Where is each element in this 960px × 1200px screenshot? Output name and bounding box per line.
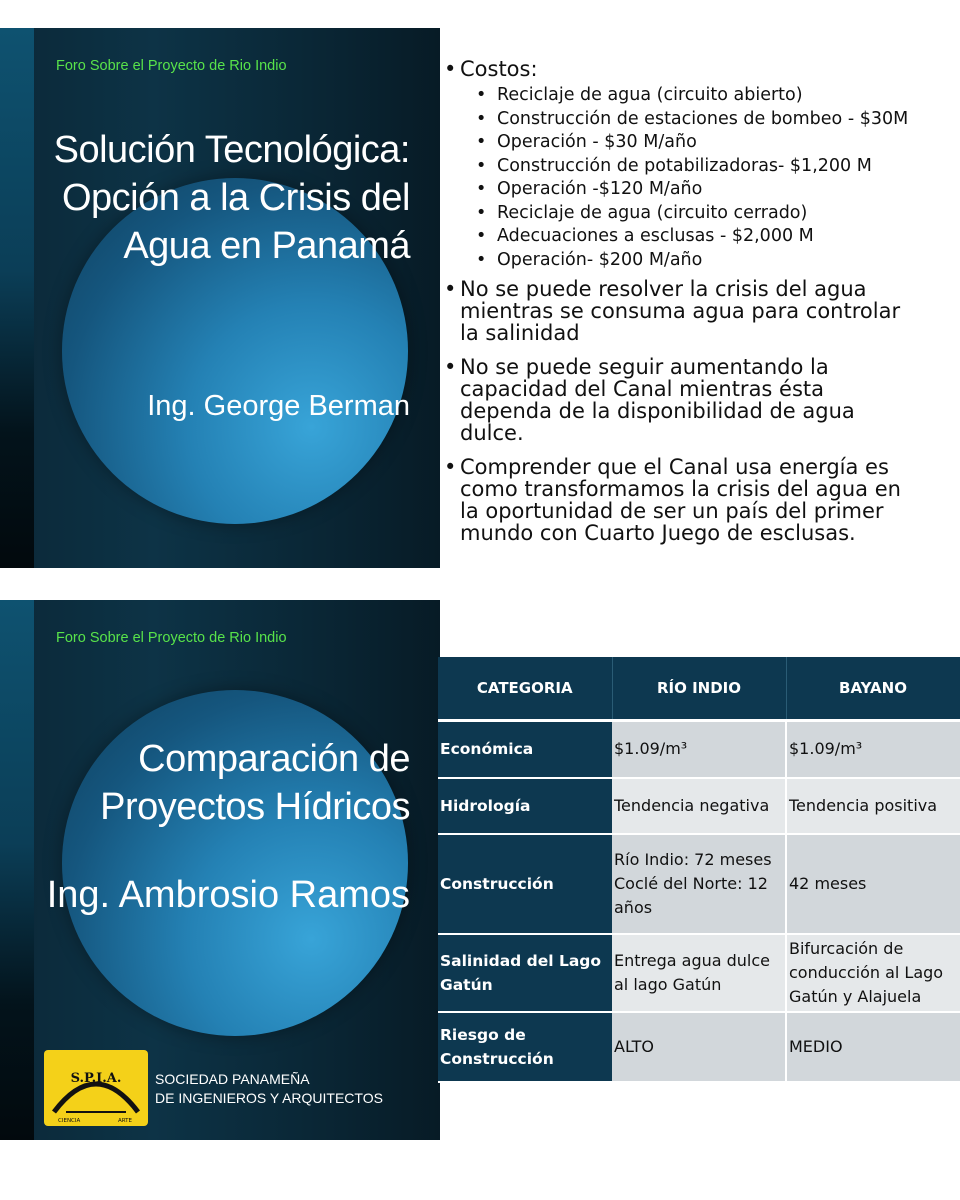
category-cell: Construcción bbox=[438, 834, 612, 934]
svg-text:ARTE: ARTE bbox=[118, 1118, 133, 1124]
slide-solucion-tecnologica bbox=[0, 28, 440, 568]
list-item: • Reciclaje de agua (circuito cerrado) bbox=[476, 202, 808, 223]
list-item: • Construcción de potabilizadoras- $1,200 M bbox=[476, 155, 872, 176]
slide-title-line: Opción a la Crisis del bbox=[61, 177, 410, 219]
column-header: BAYANO bbox=[786, 657, 960, 721]
category-cell: Hidrología bbox=[438, 778, 612, 834]
list-item: • Reciclaje de agua (circuito abierto) bbox=[476, 85, 803, 105]
column-header: CATEGORIA bbox=[438, 657, 612, 721]
bullet-salinidad: • No se puede resolver la crisis del agua mientras se consuma agua para controlar la salinidad bbox=[444, 277, 901, 345]
bayano-cell: $1.09/m³ bbox=[786, 721, 960, 778]
slide-title-line: Agua en Panamá bbox=[123, 225, 410, 267]
forum-header: Foro Sobre el Proyecto de Rio Indio bbox=[56, 58, 287, 74]
bullet-text: Costos: bbox=[460, 57, 538, 81]
rio-indio-cell: Río Indio: 72 meses Coclé del Norte: 12 años bbox=[612, 834, 786, 934]
slide-author: Ing. Ambrosio Ramos bbox=[46, 874, 410, 916]
slide-title-line: Solución Tecnológica: bbox=[53, 129, 410, 171]
category-cell: Riesgo de Construcción bbox=[438, 1012, 612, 1082]
list-item: • Operación- $200 M/año bbox=[476, 249, 703, 270]
bayano-cell: 42 meses bbox=[786, 834, 960, 934]
bullet-dot: • bbox=[444, 57, 457, 81]
slide-author: Ing. George Berman bbox=[147, 390, 410, 422]
column-header: RÍO INDIO bbox=[612, 657, 786, 721]
rio-indio-cell: ALTO bbox=[612, 1012, 786, 1082]
bayano-cell: Bifurcación de conducción al Lago Gatún y Alajuela bbox=[786, 934, 960, 1012]
bayano-cell: MEDIO bbox=[786, 1012, 960, 1082]
costos-sublist bbox=[476, 84, 954, 272]
arch-icon bbox=[44, 1050, 148, 1126]
spia-logo bbox=[44, 1050, 148, 1126]
slide-side-band bbox=[0, 28, 34, 568]
list-item: • Adecuaciones a esclusas - $2,000 M bbox=[476, 226, 814, 246]
slide-comparacion bbox=[0, 600, 440, 1140]
organization-name: SOCIEDAD PANAMEÑA DE INGENIEROS Y ARQUITECTOS bbox=[155, 1071, 383, 1106]
bullet-list bbox=[444, 58, 954, 556]
comparison-table bbox=[438, 657, 960, 1083]
rio-indio-cell: $1.09/m³ bbox=[612, 721, 786, 778]
bullet-costos bbox=[444, 58, 954, 80]
slide-side-band bbox=[0, 600, 34, 1140]
list-item: • Operación - $30 M/año bbox=[476, 132, 697, 152]
category-cell: Económica bbox=[438, 721, 612, 778]
table-row bbox=[438, 834, 960, 934]
slide-title bbox=[100, 735, 410, 831]
table-row bbox=[438, 778, 960, 834]
svg-text:CIENCIA: CIENCIA bbox=[58, 1118, 81, 1124]
table-row bbox=[438, 721, 960, 778]
bayano-cell: Tendencia positiva bbox=[786, 778, 960, 834]
rio-indio-cell: Entrega agua dulce al lago Gatún bbox=[612, 934, 786, 1012]
table-header-row bbox=[438, 657, 960, 721]
list-item: • Construcción de estaciones de bombeo - $30M bbox=[476, 108, 909, 129]
slide-title-line: Comparación de bbox=[138, 738, 410, 780]
slide-title bbox=[54, 126, 410, 270]
list-item: • Operación -$120 M/año bbox=[476, 179, 703, 199]
slide-title-line: Proyectos Hídricos bbox=[100, 786, 410, 828]
bullet-capacidad: • No se puede seguir aumentando la capacidad del Canal mientras ésta dependa de la disponibilidad de agua dulce. bbox=[444, 355, 855, 445]
svg-text:S.P.I.A.: S.P.I.A. bbox=[70, 1071, 122, 1086]
bullet-energia: • Comprender que el Canal usa energía es como transformamos la crisis del agua en la oportunidad de ser un país del primer mundo con Cuarto Juego de esclusas. bbox=[444, 455, 901, 545]
table-row bbox=[438, 1012, 960, 1082]
category-cell: Salinidad del Lago Gatún bbox=[438, 934, 612, 1012]
table-row bbox=[438, 934, 960, 1012]
forum-header: Foro Sobre el Proyecto de Rio Indio bbox=[56, 630, 287, 646]
rio-indio-cell: Tendencia negativa bbox=[612, 778, 786, 834]
